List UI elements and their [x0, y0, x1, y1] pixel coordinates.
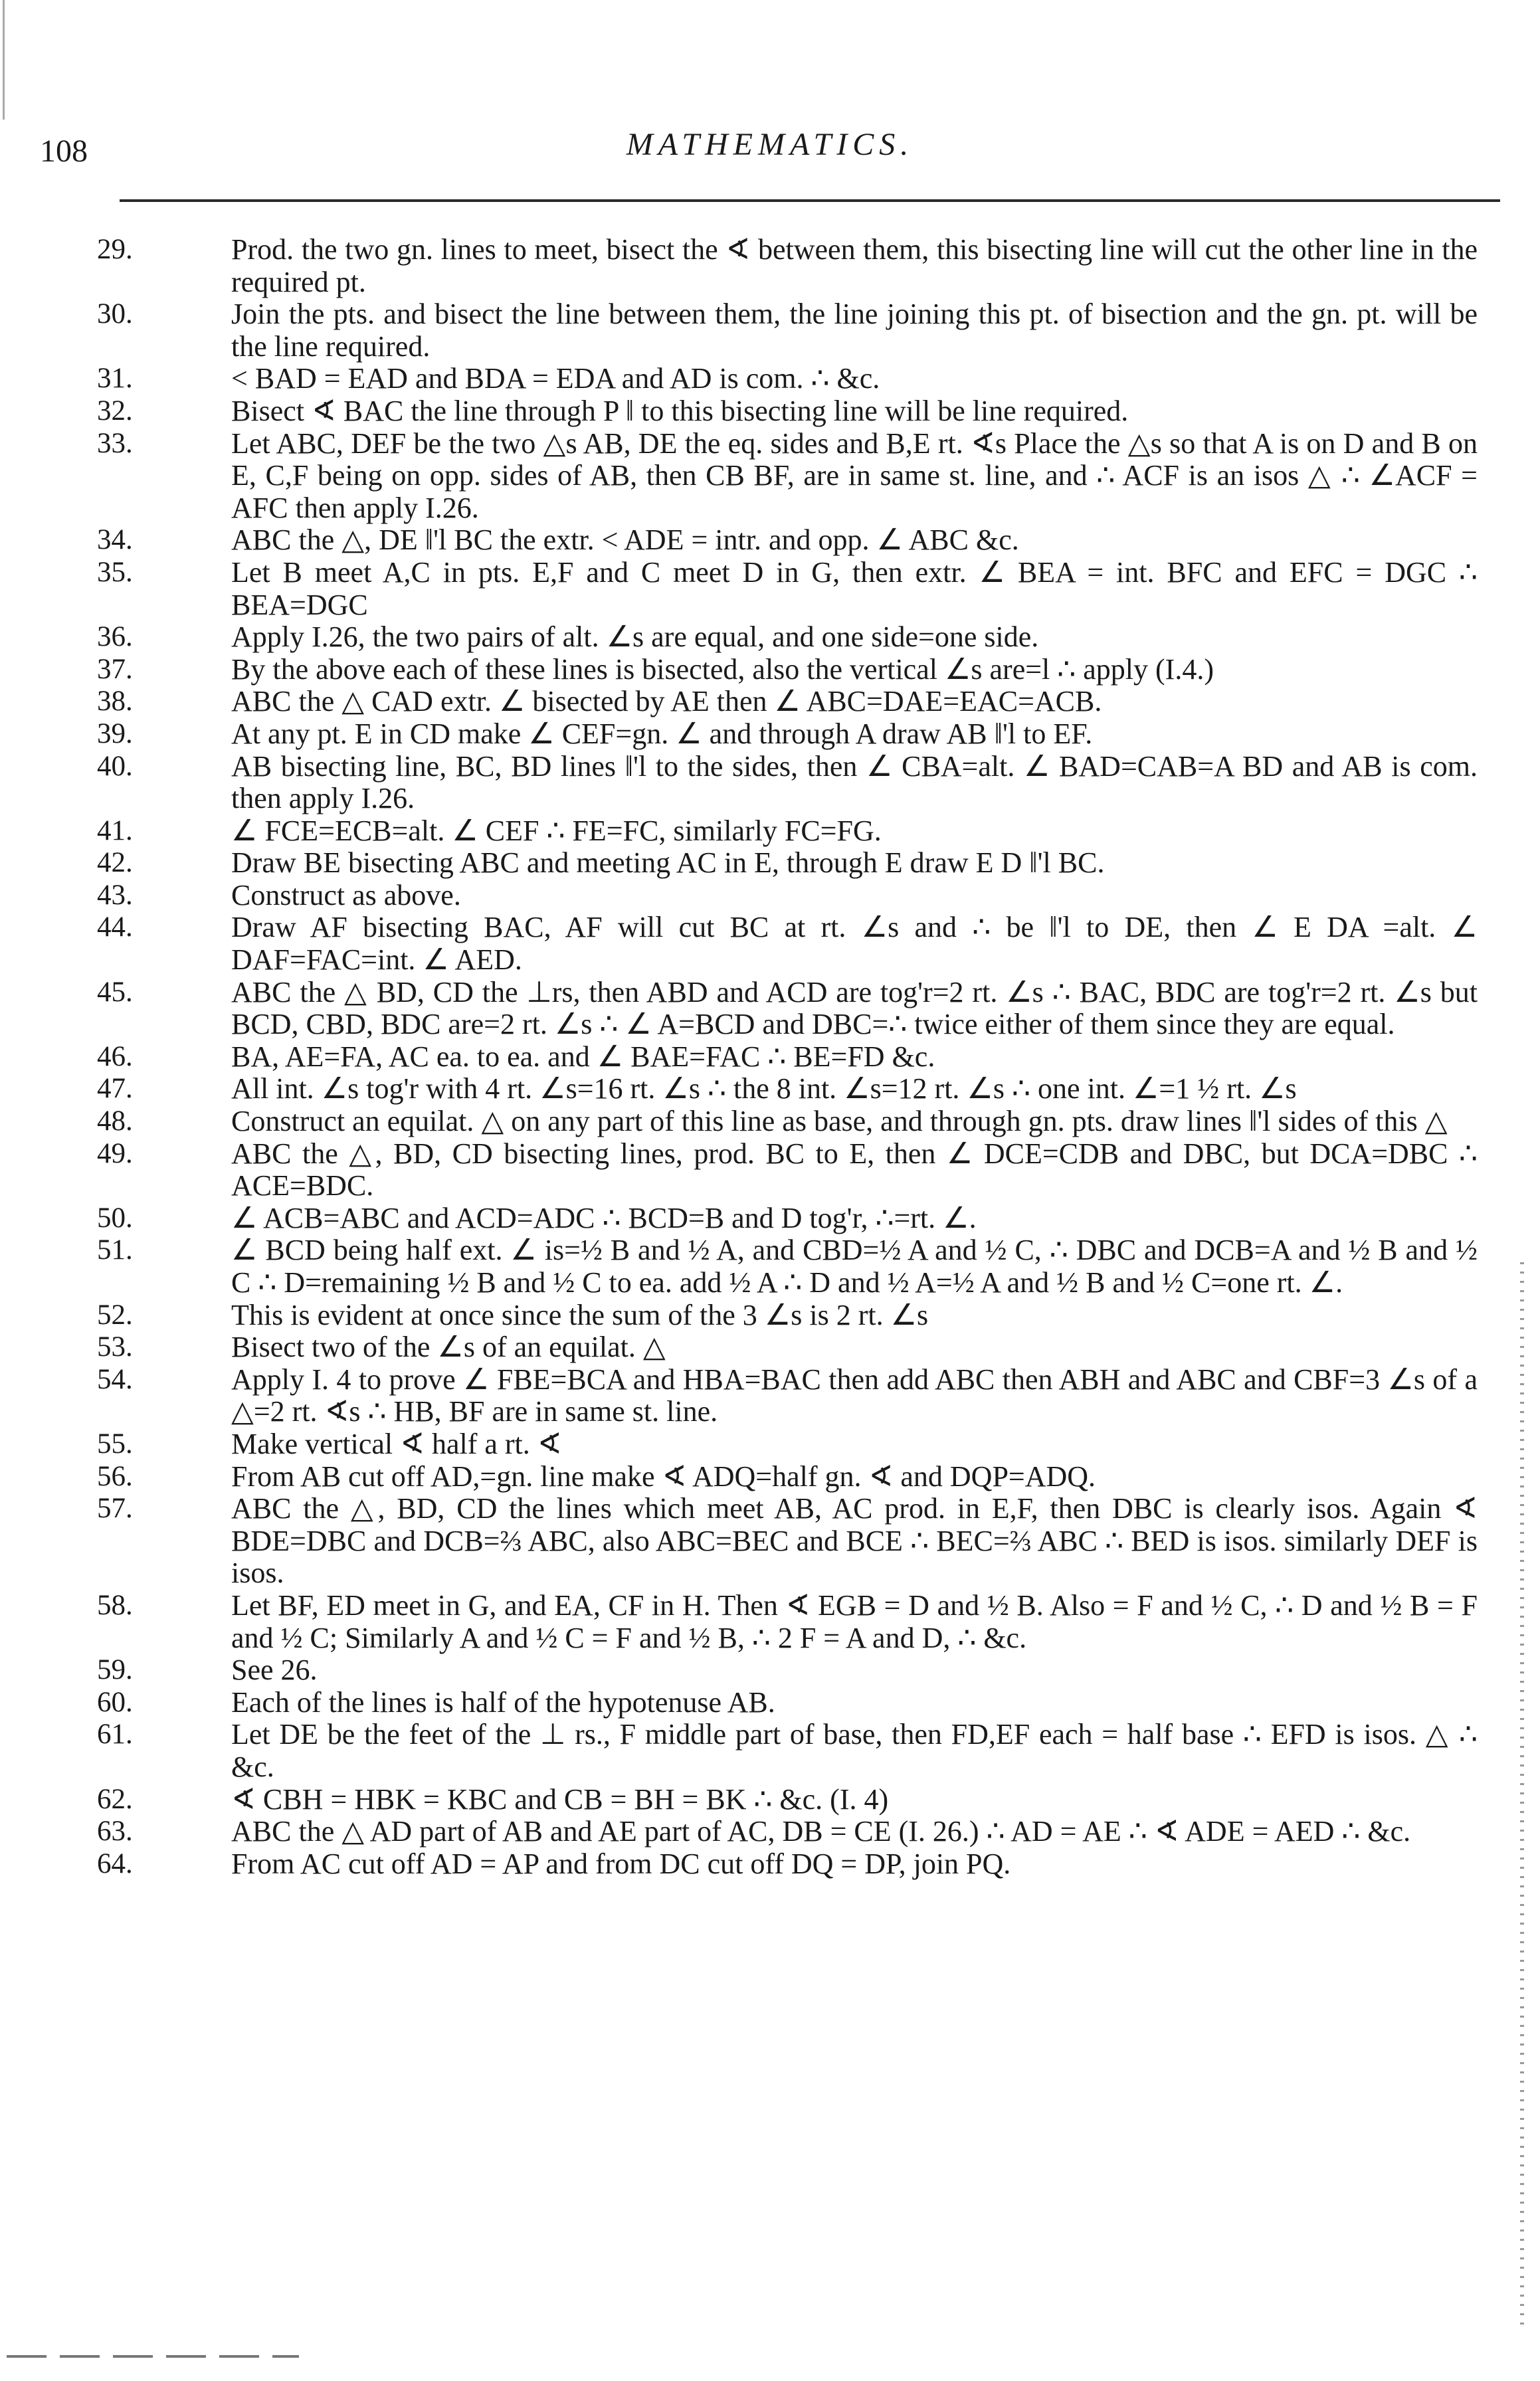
exercise-item-33 — [0, 428, 1540, 525]
exercise-item-51 — [0, 1234, 1540, 1299]
exercise-text: ABC the △ BD, CD the ⊥rs, then ABD and ACD are tog'r=2 rt. ∠s ∴ BAC, BDC are tog'r=2 rt. ∠s but BCD, CBD, BDC are=2 rt. ∠s ∴ ∠ A=BCD and DBC=∴ twice either of them since they are equal. — [231, 975, 1478, 1041]
exercise-number: 31. — [97, 363, 133, 395]
exercise-number: 60. — [97, 1686, 133, 1718]
exercise-item-63 — [0, 1816, 1540, 1848]
page-edge-mark — [3, 0, 5, 120]
exercise-item-39 — [0, 718, 1540, 751]
exercise-item-42 — [0, 847, 1540, 880]
exercise-item-62 — [0, 1784, 1540, 1816]
exercise-item-43 — [0, 880, 1540, 912]
exercise-text: Construct an equilat. △ on any part of this line as base, and through gn. pts. draw lines ‖'l sides of this △ — [231, 1105, 1448, 1138]
exercise-solutions — [0, 234, 1540, 1880]
exercise-text: Bisect two of the ∠s of an equilat. △ — [231, 1331, 666, 1364]
exercise-text: All int. ∠s tog'r with 4 rt. ∠s=16 rt. ∠s ∴ the 8 int. ∠s=12 rt. ∠s ∴ one int. ∠=1 ½ rt. ∠s — [231, 1072, 1297, 1105]
exercise-number: 30. — [97, 298, 133, 330]
exercise-number: 48. — [97, 1105, 133, 1137]
exercise-text: From AC cut off AD = AP and from DC cut off DQ = DP, join PQ. — [231, 1847, 1011, 1880]
exercise-text: At any pt. E in CD make ∠ CEF=gn. ∠ and through A draw AB ‖'l to EF. — [231, 717, 1093, 750]
exercise-number: 47. — [97, 1073, 133, 1105]
exercise-text: < BAD = EAD and BDA = EDA and AD is com. ∴ &c. — [231, 362, 880, 395]
exercise-item-47 — [0, 1073, 1540, 1105]
exercise-item-61 — [0, 1719, 1540, 1783]
exercise-text: ∠ BCD being half ext. ∠ is=½ B and ½ A, and CBD=½ A and ½ C, ∴ DBC and DCB=A and ½ B and ½ C ∴ D=remaining ½ B and ½ C to ea. add ½ A ∴ D and ½ A=½ A and ½ B and ½ C=one rt. ∠. — [231, 1234, 1478, 1299]
exercise-text: Let DE be the feet of the ⊥ rs., F middle part of base, then FD,EF each = half base ∴ EFD is isos. △ ∴ &c. — [231, 1718, 1478, 1783]
exercise-text: ABC the △, BD, CD the lines which meet AB, AC prod. in E,F, then DBC is clearly isos. Again ∢ BDE=DBC and DCB=⅔ ABC, also ABC=BEC and BCE ∴ BEC=⅔ ABC ∴ BED is isos. similarly DEF is isos. — [231, 1492, 1478, 1590]
exercise-text: ∠ ACB=ABC and ACD=ADC ∴ BCD=B and D tog'r, ∴=rt. ∠. — [231, 1201, 977, 1234]
exercise-number: 44. — [97, 911, 133, 943]
exercise-text: ABC the △, DE ‖'l BC the extr. < ADE = intr. and opp. ∠ ABC &c. — [231, 524, 1019, 557]
exercise-number: 63. — [97, 1816, 133, 1848]
exercise-item-40 — [0, 751, 1540, 815]
exercise-number: 54. — [97, 1363, 133, 1395]
exercise-item-41 — [0, 815, 1540, 848]
exercise-item-54 — [0, 1364, 1540, 1428]
binding-edge-marks — [1520, 1262, 1524, 2325]
exercise-number: 56. — [97, 1460, 133, 1492]
exercise-number: 33. — [97, 427, 133, 459]
exercise-number: 52. — [97, 1299, 133, 1331]
exercise-item-64 — [0, 1848, 1540, 1881]
exercise-item-46 — [0, 1041, 1540, 1074]
exercise-number: 64. — [97, 1848, 133, 1879]
exercise-text: Apply I.26, the two pairs of alt. ∠s are equal, and one side=one side. — [231, 620, 1039, 654]
exercise-item-36 — [0, 621, 1540, 654]
exercise-item-30 — [0, 298, 1540, 363]
exercise-text: ABC the △ CAD extr. ∠ bisected by AE then ∠ ABC=DAE=EAC=ACB. — [231, 685, 1102, 718]
exercise-text: AB bisecting line, BC, BD lines ‖'l to the sides, then ∠ CBA=alt. ∠ BAD=CAB=A BD and AB is com. then apply I.26. — [231, 749, 1478, 815]
exercise-item-32 — [0, 395, 1540, 428]
exercise-number: 46. — [97, 1040, 133, 1072]
exercise-number: 43. — [97, 879, 133, 911]
exercise-text: ∠ FCE=ECB=alt. ∠ CEF ∴ FE=FC, similarly FC=FG. — [231, 814, 882, 847]
exercise-item-37 — [0, 654, 1540, 686]
exercise-number: 42. — [97, 847, 133, 879]
exercise-text: From AB cut off AD,=gn. line make ∢ ADQ=half gn. ∢ and DQP=ADQ. — [231, 1460, 1096, 1493]
exercise-text: Prod. the two gn. lines to meet, bisect the ∢ between them, this bisecting line will cut the other line in the required pt. — [231, 233, 1478, 298]
exercise-item-49 — [0, 1138, 1540, 1202]
exercise-number: 29. — [97, 234, 133, 265]
exercise-number: 51. — [97, 1234, 133, 1266]
exercise-item-58 — [0, 1590, 1540, 1654]
exercise-number: 32. — [97, 395, 133, 427]
exercise-text: Bisect ∢ BAC the line through P ‖ to this bisecting line will be line required. — [231, 394, 1129, 427]
exercise-text: ABC the △ AD part of AB and AE part of AC, DB = CE (I. 26.) ∴ AD = AE ∴ ∢ ADE = AED ∴ &c. — [231, 1815, 1411, 1848]
exercise-text: Let ABC, DEF be the two △s AB, DE the eq. sides and B,E rt. ∢s Place the △s so that A is on D and B on E, C,F being on opp. sides of AB, then CB BF, are in same st. line, and ∴ ACF is an isos △ ∴ ∠ACF = AFC then apply I.26. — [231, 427, 1478, 524]
exercise-number: 58. — [97, 1589, 133, 1621]
exercise-number: 41. — [97, 814, 133, 846]
exercise-item-60 — [0, 1687, 1540, 1719]
exercise-text: ∢ CBH = HBK = KBC and CB = BH = BK ∴ &c. (I. 4) — [231, 1782, 889, 1816]
bottom-edge-marks — [7, 2355, 299, 2358]
exercise-item-59 — [0, 1654, 1540, 1687]
exercise-text: Each of the lines is half of the hypotenuse AB. — [231, 1685, 775, 1719]
exercise-number: 49. — [97, 1137, 133, 1169]
exercise-number: 34. — [97, 524, 133, 556]
exercise-text: This is evident at once since the sum of the 3 ∠s is 2 rt. ∠s — [231, 1298, 929, 1331]
exercise-number: 36. — [97, 621, 133, 653]
header-rule — [120, 199, 1500, 202]
exercise-number: 39. — [97, 717, 133, 749]
exercise-number: 38. — [97, 686, 133, 717]
exercise-number: 59. — [97, 1654, 133, 1686]
exercise-text: Construct as above. — [231, 878, 461, 911]
exercise-item-48 — [0, 1105, 1540, 1138]
exercise-text: Draw BE bisecting ABC and meeting AC in E, through E draw E D ‖'l BC. — [231, 846, 1105, 880]
exercise-item-35 — [0, 557, 1540, 621]
exercise-item-38 — [0, 686, 1540, 718]
running-head: MATHEMATICS. — [626, 127, 914, 162]
exercise-item-50 — [0, 1202, 1540, 1235]
exercise-item-56 — [0, 1461, 1540, 1493]
exercise-number: 61. — [97, 1719, 133, 1751]
exercise-number: 55. — [97, 1428, 133, 1460]
exercise-number: 57. — [97, 1493, 133, 1525]
exercise-text: Let BF, ED meet in G, and EA, CF in H. Then ∢ EGB = D and ½ B. Also = F and ½ C, ∴ D and ½ B = F and ½ C; Similarly A and ½ C = F and ½ B, ∴ 2 F = A and D, ∴ &c. — [231, 1588, 1478, 1654]
exercise-text: Apply I. 4 to prove ∠ FBE=BCA and HBA=BAC then add ABC then ABH and ABC and CBF=3 ∠s of a △=2 rt. ∢s ∴ HB, BF are in same st. line. — [231, 1363, 1478, 1428]
exercise-item-55 — [0, 1428, 1540, 1461]
exercise-item-57 — [0, 1493, 1540, 1590]
exercise-item-52 — [0, 1299, 1540, 1332]
exercise-text: BA, AE=FA, AC ea. to ea. and ∠ BAE=FAC ∴ BE=FD &c. — [231, 1040, 935, 1073]
exercise-number: 35. — [97, 556, 133, 588]
exercise-text: ABC the △, BD, CD bisecting lines, prod. BC to E, then ∠ DCE=CDB and DBC, but DCA=DBC ∴ ACE=BDC. — [231, 1137, 1478, 1202]
exercise-item-34 — [0, 524, 1540, 557]
exercise-text: See 26. — [231, 1654, 318, 1687]
exercise-number: 62. — [97, 1783, 133, 1815]
exercise-text: Make vertical ∢ half a rt. ∢ — [231, 1427, 562, 1460]
exercise-item-31 — [0, 363, 1540, 395]
exercise-text: By the above each of these lines is bisected, also the vertical ∠s are=l ∴ apply (I.4.) — [231, 652, 1214, 686]
page-number: 108 — [40, 134, 88, 169]
exercise-number: 45. — [97, 976, 133, 1008]
exercise-item-44 — [0, 911, 1540, 976]
exercise-text: Join the pts. and bisect the line between them, the line joining this pt. of bisection and the gn. pt. will be the line required. — [231, 298, 1478, 363]
exercise-text: Draw AF bisecting BAC, AF will cut BC at rt. ∠s and ∴ be ‖'l to DE, then ∠ E DA =alt. ∠ DAF=FAC=int. ∠ AED. — [231, 911, 1478, 977]
exercise-item-45 — [0, 977, 1540, 1041]
exercise-number: 37. — [97, 653, 133, 685]
exercise-text: Let B meet A,C in pts. E,F and C meet D in G, then extr. ∠ BEA = int. BFC and EFC = DGC ∴ BEA=DGC — [231, 555, 1478, 621]
exercise-number: 40. — [97, 750, 133, 782]
exercise-item-53 — [0, 1331, 1540, 1364]
exercise-item-29 — [0, 234, 1540, 298]
exercise-number: 50. — [97, 1202, 133, 1234]
exercise-number: 53. — [97, 1331, 133, 1363]
